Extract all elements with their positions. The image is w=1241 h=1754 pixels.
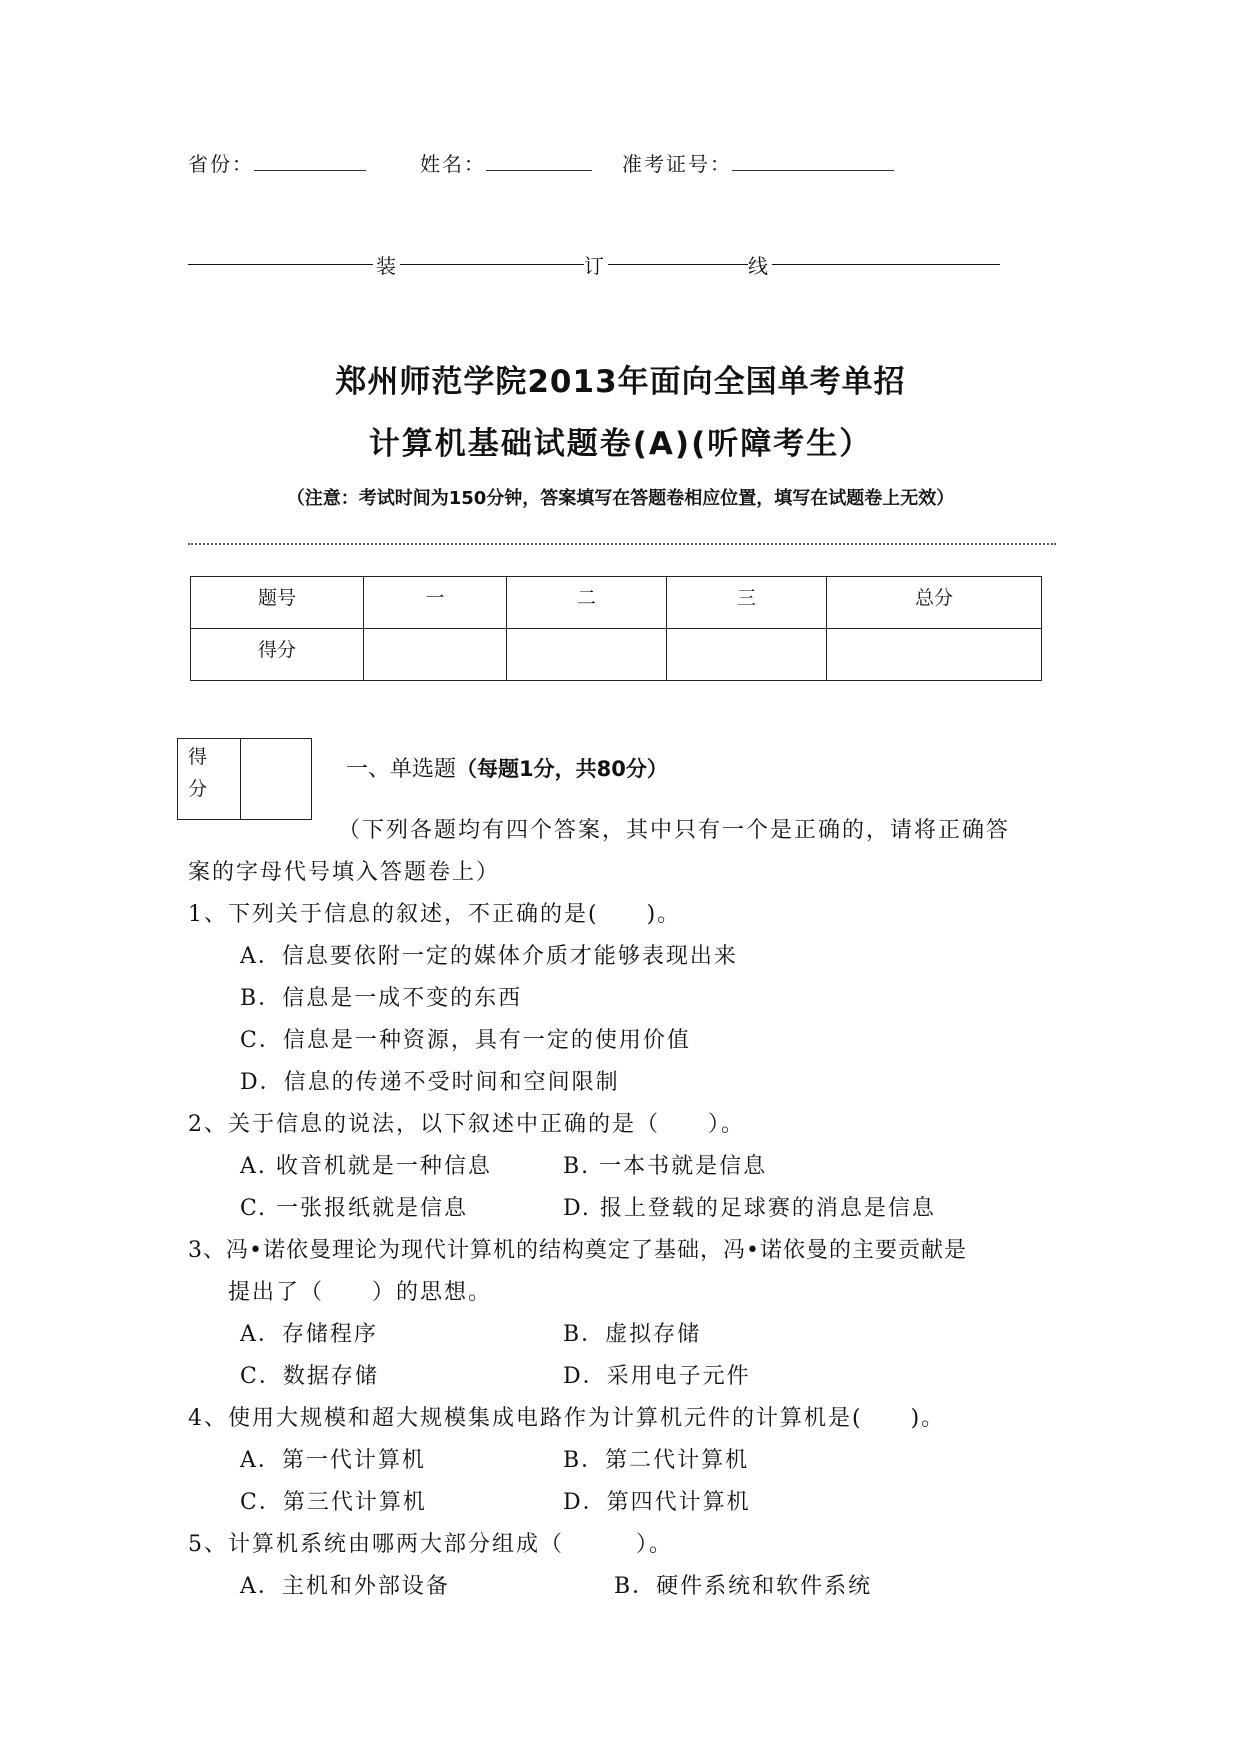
ticket-field <box>622 148 894 177</box>
binding-rule <box>772 264 1000 265</box>
section-heading-detail: （每题1分，共80分） <box>456 757 668 781</box>
section-score-box <box>177 738 312 820</box>
binding-line <box>188 248 1000 282</box>
score-table <box>190 576 1042 681</box>
question-stem: 1、下列关于信息的叙述，不正确的是( )。 <box>188 902 682 927</box>
question-stem: 2、关于信息的说法，以下叙述中正确的是（ ）。 <box>188 1112 745 1137</box>
question-option: B．第二代计算机 <box>563 1448 750 1473</box>
question-stem: 4、使用大规模和超大规模集成电路作为计算机元件的计算机是( )。 <box>188 1406 946 1431</box>
question-option: C．第三代计算机 <box>240 1490 427 1515</box>
binding-rule <box>400 264 584 265</box>
name-blank <box>486 152 592 171</box>
score-cell <box>667 629 827 681</box>
ticket-label: 准考证号： <box>622 152 732 176</box>
section-heading <box>346 752 668 783</box>
question-option: D．第四代计算机 <box>563 1490 751 1515</box>
question-stem-continued: 提出了（ ）的思想。 <box>228 1280 493 1305</box>
question-option: B．信息是一成不变的东西 <box>240 986 523 1011</box>
question-option: A．信息要依附一定的媒体介质才能够表现出来 <box>240 944 738 969</box>
question-option: D. 报上登载的足球赛的消息是信息 <box>563 1196 936 1221</box>
score-cell <box>507 629 667 681</box>
question-option: D．信息的传递不受时间和空间限制 <box>240 1070 620 1095</box>
section-instruction: （下列各题均有四个答案，其中只有一个是正确的，请将正确答 <box>338 818 1011 843</box>
score-cell <box>827 629 1042 681</box>
binding-char-zhuang: 装 <box>376 254 396 278</box>
section-heading-title: 一、单选题 <box>346 757 457 782</box>
name-label: 姓名： <box>420 152 486 176</box>
question-option: B．虚拟存储 <box>563 1322 702 1347</box>
question-option: B. 一本书就是信息 <box>563 1154 768 1179</box>
exam-note: （注意：考试时间为150分钟，答案填写在答题卷相应位置，填写在试题卷上无效） <box>286 488 955 509</box>
province-field <box>188 148 366 177</box>
question-option: A．主机和外部设备 <box>240 1574 450 1599</box>
province-blank <box>254 152 366 171</box>
score-header-cell: 一 <box>364 577 507 629</box>
score-header-cell: 题号 <box>191 577 364 629</box>
score-header-cell: 总分 <box>827 577 1042 629</box>
dotted-separator <box>188 543 1056 545</box>
score-row-label: 得分 <box>191 629 364 681</box>
exam-title: 郑州师范学院2013年面向全国单考单招 <box>335 364 906 400</box>
section-instruction: 案的字母代号填入答题卷上） <box>188 860 501 885</box>
binding-char-ding: 订 <box>584 254 604 278</box>
exam-subtitle: 计算机基础试题卷(A)(听障考生） <box>368 426 873 462</box>
section-score-label: 得分 <box>188 746 208 800</box>
province-label: 省份： <box>188 152 254 176</box>
question-option: D．采用电子元件 <box>563 1364 751 1389</box>
score-table-header-row <box>191 577 1042 629</box>
question-option: A．存储程序 <box>240 1322 378 1347</box>
binding-char-xian: 线 <box>748 254 768 278</box>
question-option: B．硬件系统和软件系统 <box>614 1574 873 1599</box>
question-option: C．信息是一种资源，具有一定的使用价值 <box>240 1028 691 1053</box>
binding-rule <box>608 264 748 265</box>
question-stem: 3、冯•诺依曼理论为现代计算机的结构奠定了基础，冯•诺依曼的主要贡献是 <box>188 1238 967 1263</box>
score-header-cell: 三 <box>667 577 827 629</box>
score-header-cell: 二 <box>507 577 667 629</box>
question-option: A．第一代计算机 <box>240 1448 426 1473</box>
question-stem: 5、计算机系统由哪两大部分组成（ ）。 <box>188 1532 673 1557</box>
question-option: C. 一张报纸就是信息 <box>240 1196 469 1221</box>
name-field <box>420 148 592 177</box>
ticket-blank <box>732 152 894 171</box>
binding-rule <box>188 264 373 265</box>
question-option: C．数据存储 <box>240 1364 379 1389</box>
score-cell <box>364 629 507 681</box>
score-table-row <box>191 629 1042 681</box>
question-option: A. 收音机就是一种信息 <box>240 1154 492 1179</box>
score-box-divider <box>240 739 241 819</box>
